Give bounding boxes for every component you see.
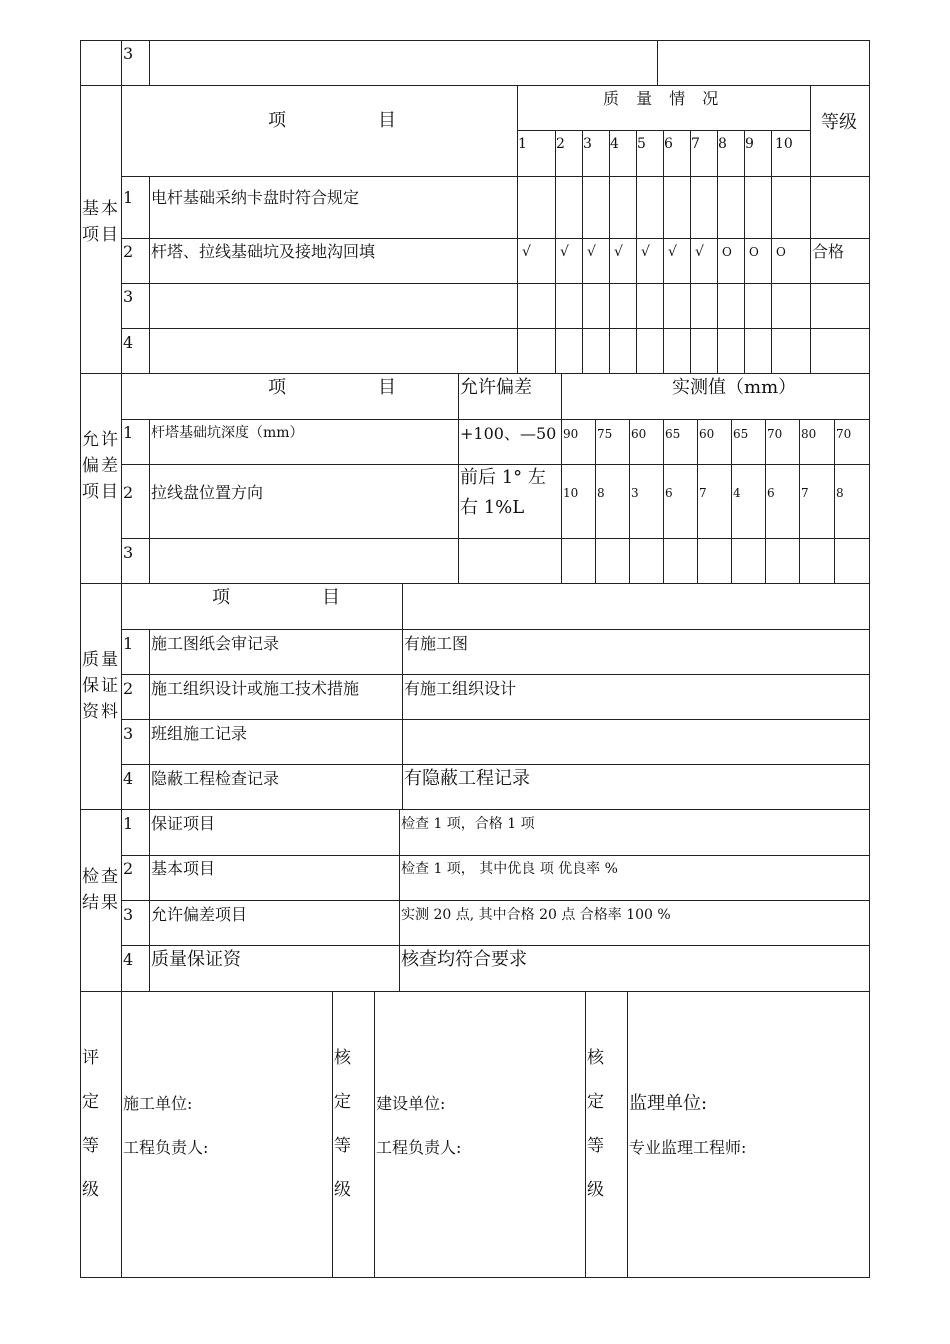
tolerance-row-2-name: 拉线盘位置方向 (151, 483, 264, 502)
quality-docs-row-1-no: 1 (123, 634, 134, 653)
tolerance-header-allow: 允许偏差 (460, 377, 532, 398)
col-divider (149, 419, 150, 583)
tolerance-label: 允许 偏差 项目 (82, 430, 120, 502)
approval-grade-label-2: 核 定 等 级 (587, 1048, 604, 1200)
divider (80, 583, 870, 584)
col-divider (663, 130, 664, 373)
tolerance-row-1-name: 杆塔基础坑深度（mm） (151, 425, 304, 441)
divider (121, 900, 870, 901)
basic-row-3-no: 3 (123, 287, 134, 306)
quality-col-8: 8 (718, 136, 727, 152)
col-divider (744, 130, 745, 373)
basic-items-label: 基本 项目 (82, 199, 120, 245)
check-row-2-no: 2 (123, 859, 134, 878)
col-divider (517, 85, 518, 373)
quality-col-9: 9 (745, 136, 754, 152)
col-divider (697, 419, 698, 583)
tolerance-row-2-no: 2 (123, 483, 134, 502)
construction-person-label: 工程负责人: (123, 1138, 209, 1157)
quality-docs-row-2-no: 2 (123, 679, 134, 698)
col-divider (582, 130, 583, 373)
tolerance-row-2-allow-line-2: 右 1%L (460, 497, 525, 518)
col-divider (121, 991, 122, 1278)
tolerance-row-2-value-5: 7 (699, 486, 707, 500)
basic-row-2-mark-2: √ (560, 244, 569, 260)
tolerance-row-1-no: 1 (123, 423, 134, 442)
col-divider (555, 130, 556, 373)
basic-row-2-grade: 合格 (812, 242, 845, 261)
tolerance-row-2-value-3: 3 (631, 486, 639, 500)
check-row-1-no: 1 (123, 814, 134, 833)
tolerance-row-1-value-3: 60 (631, 427, 647, 441)
tolerance-header-measured: 实测值（mm） (672, 377, 797, 398)
construction-unit-label: 施工单位: (123, 1094, 193, 1113)
quality-col-4: 4 (610, 136, 619, 152)
divider (121, 283, 870, 284)
col-divider (810, 85, 811, 373)
check-row-3-no: 3 (123, 905, 134, 924)
divider (121, 674, 870, 675)
col-divider (799, 419, 800, 583)
quality-col-1: 1 (518, 136, 527, 152)
check-results-label: 检查 结果 (82, 867, 120, 913)
tolerance-row-2-value-8: 7 (801, 486, 809, 500)
col-divider (765, 419, 766, 583)
quality-col-3: 3 (583, 136, 592, 152)
divider (121, 419, 870, 420)
quality-docs-row-2-value: 有施工组织设计 (404, 679, 517, 698)
quality-docs-row-4-value: 有隐蔽工程记录 (404, 768, 530, 789)
basic-row-4-no: 4 (123, 333, 134, 352)
basic-row-2-name: 杆塔、拉线基础坑及接地沟回填 (151, 242, 376, 261)
basic-header-grade: 等级 (821, 112, 857, 133)
basic-row-1-no: 1 (123, 188, 134, 207)
border-top (80, 40, 870, 41)
divider (121, 238, 870, 239)
tolerance-row-3-no: 3 (123, 543, 134, 562)
basic-header-quality: 质 量 情 况 (603, 89, 725, 108)
tolerance-row-1-value-7: 70 (767, 427, 783, 441)
quality-docs-row-3-name: 班组施工记录 (151, 724, 248, 743)
tolerance-row-1-value-8: 80 (801, 427, 817, 441)
divider (121, 328, 870, 329)
tolerance-row-1-allow: +100、—50 (460, 424, 557, 443)
col-divider (663, 419, 664, 583)
col-divider (834, 419, 835, 583)
row-number: 3 (123, 44, 134, 63)
quality-docs-row-3-no: 3 (123, 724, 134, 743)
basic-row-2-mark-4: √ (614, 244, 623, 260)
basic-row-1-name: 电杆基础采纳卡盘时符合规定 (151, 188, 360, 207)
tolerance-row-2-value-9: 8 (836, 486, 844, 500)
approval-grade-label-1: 核 定 等 级 (334, 1048, 351, 1200)
col-divider (609, 130, 610, 373)
divider (121, 945, 870, 946)
basic-row-2-mark-7: √ (695, 244, 704, 260)
border-left (80, 40, 81, 1278)
divider (517, 130, 811, 131)
check-row-4-name: 质量保证资 (151, 949, 241, 970)
col-divider (458, 373, 459, 583)
col-divider (627, 991, 628, 1278)
quality-docs-header-item: 项 目 (212, 587, 344, 608)
col-divider (121, 40, 122, 991)
divider (80, 991, 870, 992)
quality-docs-row-1-name: 施工图纸会审记录 (151, 634, 280, 653)
tolerance-row-2-allow-line-1: 前后 1° 左 (460, 467, 546, 488)
basic-row-2-no: 2 (123, 242, 134, 261)
col-divider (374, 991, 375, 1278)
check-row-3-value: 实测 20 点, 其中合格 20 点 合格率 100 % (401, 907, 671, 923)
basic-row-2-mark-5: √ (641, 244, 650, 260)
col-divider (771, 130, 772, 373)
supervisor-person-label: 专业监理工程师: (629, 1138, 747, 1157)
tolerance-row-2-value-6: 4 (733, 486, 741, 500)
tolerance-row-2-value-1: 10 (563, 486, 579, 500)
check-row-1-value: 检查 1 项，合格 1 项 (401, 816, 535, 832)
quality-docs-label: 质量 保证 资料 (82, 650, 120, 722)
basic-row-2-mark-1: √ (522, 244, 531, 260)
border-bottom (80, 1277, 870, 1278)
divider (121, 538, 870, 539)
quality-col-6: 6 (664, 136, 673, 152)
quality-col-5: 5 (637, 136, 646, 152)
basic-row-2-mark-8: O (722, 245, 732, 259)
col-divider (149, 40, 150, 85)
col-divider (561, 373, 562, 583)
tolerance-row-2-value-7: 6 (767, 486, 775, 500)
col-divider (149, 809, 150, 991)
quality-col-10: 10 (775, 136, 793, 152)
basic-header-item: 项 目 (268, 110, 400, 131)
divider (121, 629, 870, 630)
col-divider (717, 130, 718, 373)
quality-docs-row-4-no: 4 (123, 769, 134, 788)
col-divider (585, 991, 586, 1278)
col-divider (402, 583, 403, 809)
divider (121, 764, 870, 765)
col-divider (690, 130, 691, 373)
basic-row-2-mark-3: √ (587, 244, 596, 260)
basic-row-2-mark-6: √ (668, 244, 677, 260)
col-divider (149, 176, 150, 373)
col-divider (636, 130, 637, 373)
quality-col-2: 2 (556, 136, 565, 152)
col-divider (332, 991, 333, 1278)
divider (80, 373, 870, 374)
col-divider (629, 419, 630, 583)
evaluation-grade-label: 评 定 等 级 (82, 1048, 99, 1200)
check-row-4-no: 4 (123, 950, 134, 969)
tolerance-row-1-value-5: 60 (699, 427, 715, 441)
col-divider (399, 809, 400, 991)
divider (80, 85, 870, 86)
tolerance-row-1-value-2: 75 (597, 427, 613, 441)
tolerance-header-item: 项 目 (268, 377, 400, 398)
tolerance-row-1-value-4: 65 (665, 427, 681, 441)
col-divider (595, 419, 596, 583)
tolerance-row-1-value-6: 65 (733, 427, 749, 441)
supervisor-unit-label: 监理单位: (629, 1093, 708, 1114)
tolerance-row-1-value-1: 90 (563, 427, 579, 441)
basic-row-2-mark-9: O (749, 245, 759, 259)
owner-person-label: 工程负责人: (376, 1138, 462, 1157)
border-right (869, 40, 870, 1278)
check-row-1-name: 保证项目 (151, 814, 216, 833)
check-row-4-value: 核查均符合要求 (401, 949, 527, 970)
quality-col-7: 7 (691, 136, 700, 152)
quality-docs-row-2-name: 施工组织设计或施工技术措施 (151, 679, 360, 698)
col-divider (657, 40, 658, 85)
divider (121, 464, 870, 465)
tolerance-row-1-value-9: 70 (836, 427, 852, 441)
tolerance-row-2-value-2: 8 (597, 486, 605, 500)
divider (121, 176, 870, 177)
col-divider (731, 419, 732, 583)
check-row-3-name: 允许偏差项目 (151, 905, 248, 924)
owner-unit-label: 建设单位: (376, 1094, 446, 1113)
divider (121, 719, 870, 720)
check-row-2-name: 基本项目 (151, 859, 216, 878)
divider (121, 855, 870, 856)
check-row-2-value: 检查 1 项， 其中优良 项 优良率 % (401, 861, 618, 877)
quality-docs-row-4-name: 隐蔽工程检查记录 (151, 769, 280, 788)
divider (80, 809, 870, 810)
quality-docs-row-1-value: 有施工图 (404, 634, 469, 653)
basic-row-2-mark-10: O (776, 245, 786, 259)
col-divider (149, 629, 150, 809)
tolerance-row-2-value-4: 6 (665, 486, 673, 500)
